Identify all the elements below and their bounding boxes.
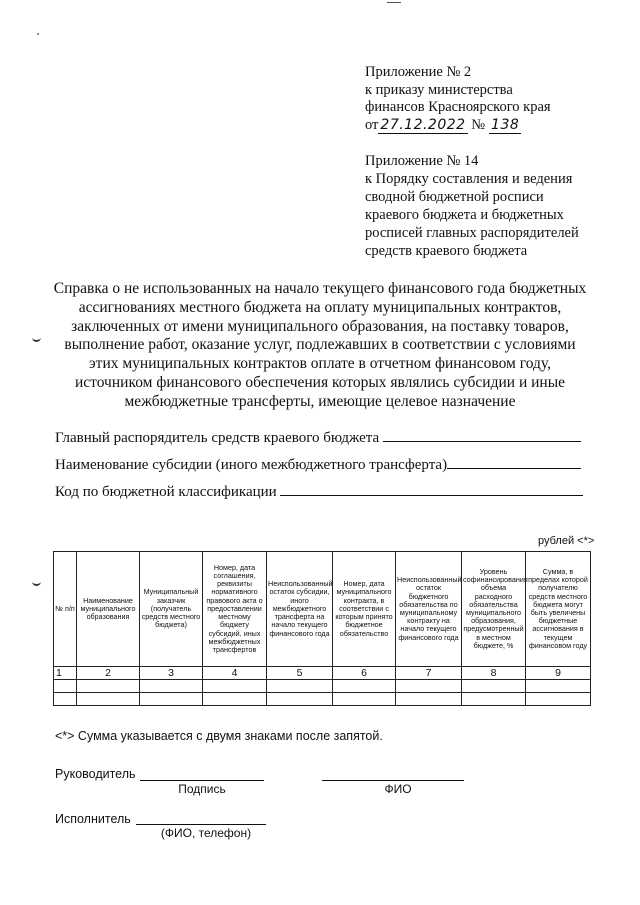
executor-caption: (ФИО, телефон)	[160, 826, 252, 840]
table-cell	[203, 680, 267, 693]
footnote: <*> Сумма указывается с двумя знаками после запятой.	[55, 729, 383, 743]
table-cell	[267, 680, 333, 693]
approval-line-2: к приказу министерства	[365, 81, 513, 98]
table-row	[54, 680, 591, 693]
table-cell	[140, 680, 203, 693]
column-number: 5	[267, 667, 333, 680]
table-cell	[203, 693, 267, 706]
column-header: Неиспользованный остаток субсидии, иного межбюджетного трансферта на начало текущего финансового года	[267, 552, 333, 667]
approval-number: 138	[491, 116, 520, 133]
table-cell	[54, 680, 77, 693]
table-cell	[526, 693, 591, 706]
title-line: выполнение работ, оказание услуг, подлежавших в соответствии с условиями	[64, 336, 576, 354]
table-cell	[526, 680, 591, 693]
table-cell	[77, 693, 140, 706]
code-field-label: Код по бюджетной классификации	[55, 484, 277, 500]
column-header: Уровень софинансирования объема расходного обязательства муниципального образования, предусмотренный в местном бюджете, %	[462, 552, 526, 667]
approval-number-label: №	[471, 116, 486, 133]
annex-line: росписей главных распорядителей	[365, 225, 579, 241]
column-number-row	[54, 667, 591, 680]
approval-line-3: финансов Красноярского края	[365, 99, 551, 115]
title-line: этих муниципальных контрактов оплате в отчетном финансовом году,	[89, 355, 551, 373]
title-line: ассигнованиях местного бюджета на оплату муниципальных контрактов,	[78, 298, 562, 316]
head-label: Руководитель	[55, 767, 136, 781]
executor-line	[136, 824, 266, 825]
column-header: Неиспользованный остаток бюджетного обязательства по муниципальному контракту на начало текущего финансового года	[396, 552, 462, 667]
annex-line: Приложение № 14	[365, 153, 479, 169]
column-header: Сумма, в пределах которой получателю средств местного бюджета могут быть увеличены бюджетные ассигнования в текущем финансовом году	[526, 552, 591, 667]
table-cell	[140, 693, 203, 706]
column-number: 1	[54, 667, 77, 680]
table-cell	[267, 693, 333, 706]
column-header: Муниципальный заказчик (получатель средств местного бюджета)	[140, 552, 203, 667]
column-number: 6	[333, 667, 396, 680]
signature-caption: Подпись	[178, 782, 226, 796]
table-cell	[396, 680, 462, 693]
column-number: 9	[526, 667, 591, 680]
column-number: 7	[396, 667, 462, 680]
approval-block	[365, 64, 551, 134]
title-line: заключенных от имени муниципального образования, на поставку товаров,	[71, 317, 569, 335]
signature-line	[140, 780, 264, 781]
column-header: Номер, дата муниципального контракта, в соответствии с которым принято бюджетное обязательство	[333, 552, 396, 667]
table-cell	[396, 693, 462, 706]
subsidy-field-blank	[447, 467, 581, 469]
table-cell	[333, 693, 396, 706]
hole-punch-mark	[32, 581, 41, 586]
approval-from-label: от	[365, 116, 379, 133]
column-number: 2	[77, 667, 140, 680]
subsidy-field-label: Наименование субсидии (иного межбюджетного трансферта)	[55, 457, 448, 473]
table-cell	[54, 693, 77, 706]
scan-dot	[37, 33, 39, 35]
manager-field	[55, 430, 581, 447]
title-line: источником финансового обеспечения которых являлись субсидии и иные	[74, 373, 566, 391]
report-table	[53, 551, 591, 706]
approval-date-line	[365, 117, 551, 135]
table-header-row	[54, 552, 591, 667]
subsidy-field	[55, 457, 581, 474]
column-header: № п/п	[54, 552, 77, 667]
code-field	[55, 484, 583, 501]
table-cell	[462, 693, 526, 706]
annex-block	[365, 152, 579, 260]
title-line: межбюджетные трансферты, имеющие целевое назначение	[124, 392, 516, 410]
approval-date: 27.12.2022	[380, 116, 466, 133]
document-title	[40, 280, 600, 412]
annex-line: к Порядку составления и ведения	[365, 171, 573, 187]
column-number: 8	[462, 667, 526, 680]
manager-field-label: Главный распорядитель средств краевого бюджета	[55, 430, 380, 446]
table-cell	[333, 680, 396, 693]
annex-line: краевого бюджета и бюджетных	[365, 207, 564, 223]
name-caption: ФИО	[384, 782, 412, 796]
scan-mark	[387, 2, 401, 3]
units-label: рублей <*>	[538, 535, 595, 547]
annex-line: средств краевого бюджета	[365, 243, 528, 259]
column-header: Наименование муниципального образования	[77, 552, 140, 667]
executor-label: Исполнитель	[55, 812, 131, 826]
table-cell	[77, 680, 140, 693]
table-row	[54, 693, 591, 706]
approval-line-1: Приложение № 2	[365, 64, 472, 80]
name-line	[322, 780, 464, 781]
column-number: 3	[140, 667, 203, 680]
manager-field-blank	[383, 440, 581, 442]
column-header: Номер, дата соглашения, реквизиты нормативного правового акта о предоставлении местному бюджету субсидий, иных межбюджетных трансфертов	[203, 552, 267, 667]
column-number: 4	[203, 667, 267, 680]
code-field-blank	[280, 494, 583, 496]
table-cell	[462, 680, 526, 693]
annex-line: сводной бюджетной росписи	[365, 189, 544, 205]
title-line: Справка о не использованных на начало текущего финансового года бюджетных	[53, 280, 587, 297]
